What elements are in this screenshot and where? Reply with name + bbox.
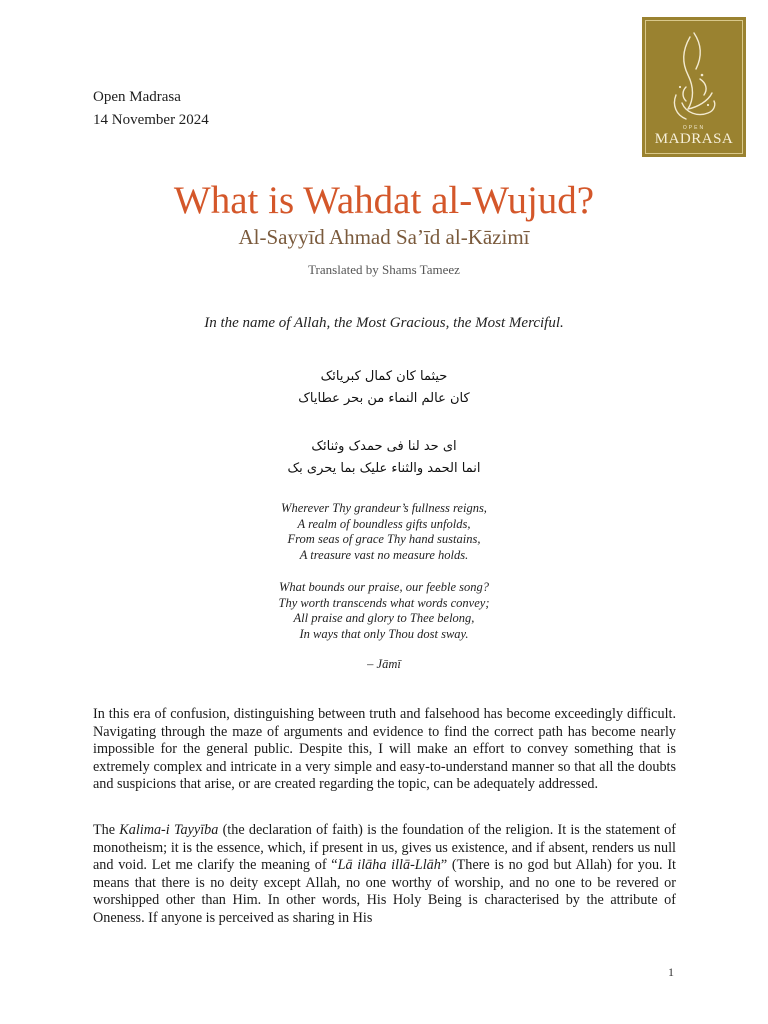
poem-stanza-2 <box>0 580 768 642</box>
arabic-verse-stanza-1 <box>0 366 768 410</box>
poem-line: From seas of grace Thy hand sustains, <box>287 532 481 546</box>
paragraph-text: The <box>93 822 120 838</box>
poem-stanza-1 <box>0 501 768 563</box>
bismillah-line: In the name of Allah, the Most Gracious, the Most Merciful. <box>204 315 564 331</box>
body-paragraph-1: In this era of confusion, distinguishing between truth and falsehood has become exceedingly difficult. Navigating through the maze of arguments and evidence to find the correct path has become nearly impossible for the general public. Despite this, I will make an effort to convey something that is extremely complex and intricate in a very simple and easy-to-understand manner so that all the doubts and suspicions that arise, or are created regarding the topic, can be adequately addressed. <box>93 706 676 792</box>
paragraph-text: (the declaration of faith) is the foundation of the religion. It is the statement of monotheism; it is the essence, which, if present in us, gives us existence, and if absent, renders us null and void. Let me clarify the meaning of “ <box>93 822 676 873</box>
poem-attribution: – Jāmī <box>367 657 401 671</box>
document-header <box>93 86 209 132</box>
poem-line: Thy worth transcends what words convey; <box>278 595 490 610</box>
article-author: Al-Sayyīd Ahmad Sa’īd al-Kāzimī <box>238 225 530 249</box>
verse-line: ای حد لنا فی حمدک وثنائک <box>311 439 457 454</box>
article-title: What is Wahdat al-Wujud? <box>173 179 595 222</box>
logo-madrasa-text: MADRASA <box>654 131 734 147</box>
publication-date: 14 November 2024 <box>93 112 209 128</box>
body-paragraph-2 <box>93 822 676 927</box>
poem-line: A treasure vast no measure holds. <box>299 547 469 562</box>
page-number: 1 <box>668 965 674 979</box>
open-madrasa-logo <box>642 17 746 157</box>
poem-line: A realm of boundless gifts unfolds, <box>297 516 471 531</box>
paragraph-text: ” (There is no god but Allah) for you. It means that there is no deity except Allah, no one worthy of worship, and no one to be revered or worshipped other than Him. In other words, His Holy Being is characterised by the attribute of Oneness. If anyone is perceived as sharing in His <box>93 857 676 926</box>
logo-open-text: OPEN <box>682 125 706 131</box>
poem-line: In ways that only Thou dost sway. <box>299 626 469 641</box>
verse-line: انما الحمد والثناء علیک بما یحری بک <box>287 461 481 476</box>
poem-line: All praise and glory to Thee belong, <box>293 611 475 625</box>
verse-line: کان عالم النماء من بحر عطایاک <box>298 391 470 406</box>
arabic-verse-stanza-2 <box>0 436 768 480</box>
translator-credit: Translated by Shams Tameez <box>308 262 460 277</box>
kalima-term: Kalima-i Tayyība <box>119 822 219 838</box>
poem-line: What bounds our praise, our feeble song? <box>278 580 490 594</box>
publisher-name: Open Madrasa <box>93 89 181 105</box>
verse-line: حیثما کان کمال کبریائک <box>320 369 448 384</box>
kalima-phrase: Lā ilāha illā-Llāh <box>337 857 441 873</box>
poem-line: Wherever Thy grandeur’s fullness reigns, <box>281 501 487 515</box>
